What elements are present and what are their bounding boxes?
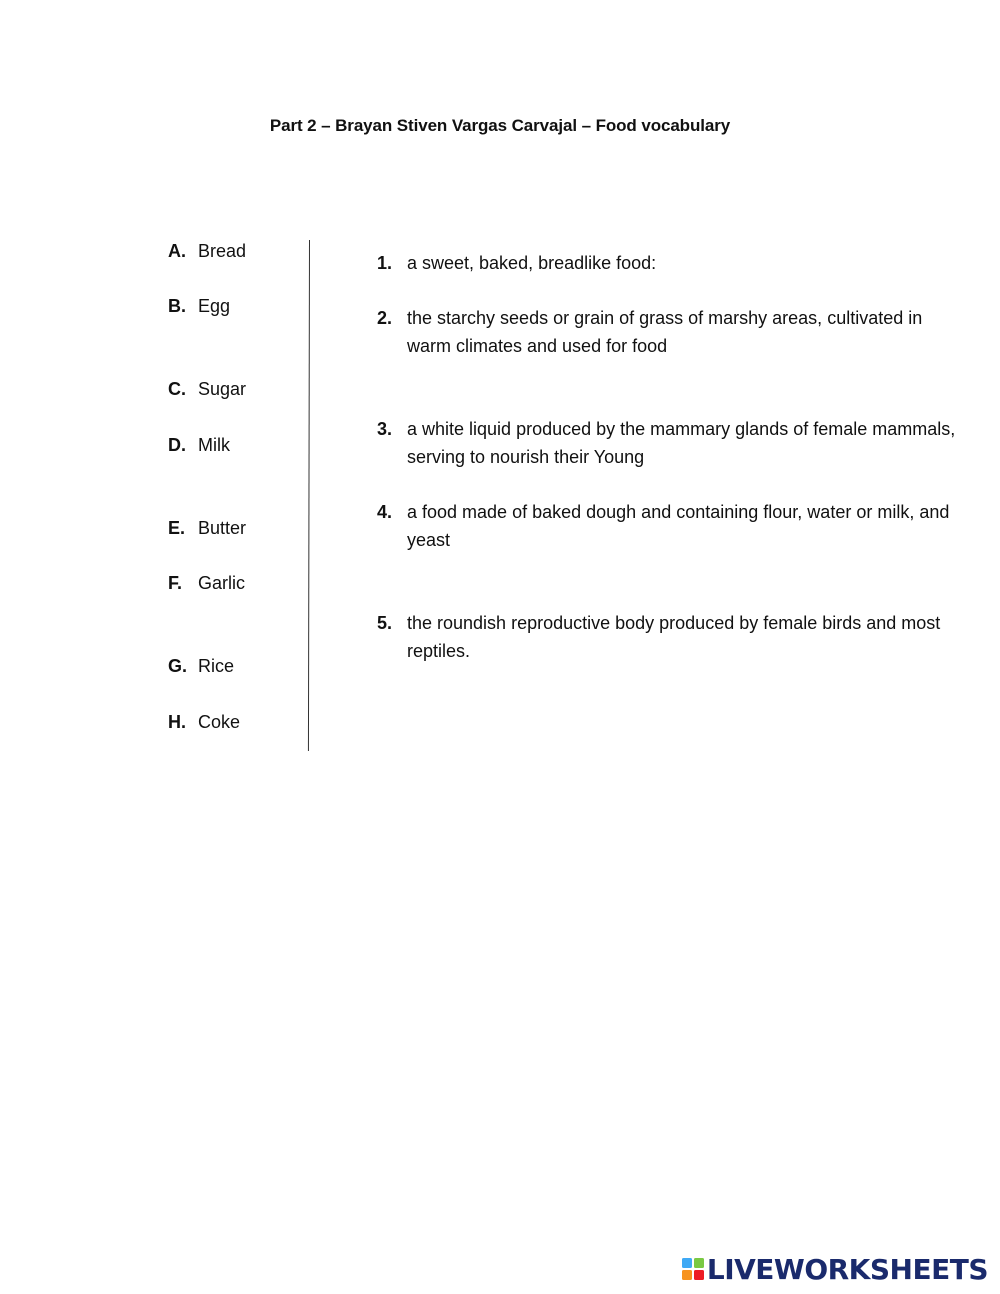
- definition-number: 2.: [377, 308, 393, 328]
- option-letter: C.: [168, 379, 186, 399]
- definition-text: a food made of baked dough and containing flour, water or milk, and yeast: [407, 502, 950, 550]
- logo-tile-l: [682, 1258, 692, 1268]
- definition-number: 5.: [377, 613, 393, 633]
- option-h: [168, 710, 240, 734]
- option-letter: H.: [168, 712, 186, 732]
- liveworksheets-brand: [682, 1254, 988, 1284]
- logo-tile-v: [682, 1270, 692, 1280]
- definition-4: [377, 498, 957, 554]
- option-word: Coke: [198, 712, 241, 732]
- option-word: Sugar: [198, 379, 247, 399]
- definition-1: [377, 249, 957, 277]
- definition-number: 1.: [377, 253, 393, 273]
- definition-text: the roundish reproductive body produced by female birds and most reptiles.: [407, 613, 941, 661]
- logo-tile-i: [694, 1258, 704, 1268]
- page-title: Part 2 – Brayan Stiven Vargas Carvajal – Food vocabulary: [269, 116, 731, 135]
- option-word: Bread: [198, 241, 247, 261]
- definition-number: 4.: [377, 502, 393, 522]
- liveworksheets-logo-icon: [682, 1258, 704, 1280]
- option-letter: A.: [168, 241, 186, 261]
- option-word: Milk: [198, 435, 230, 455]
- definition-text: a sweet, baked, breadlike food:: [407, 253, 657, 273]
- option-word: Egg: [198, 296, 231, 316]
- definition-2: [377, 304, 957, 360]
- definition-number: 3.: [377, 419, 393, 439]
- option-g: [168, 654, 234, 678]
- option-letter: G.: [168, 656, 188, 676]
- option-b: [168, 294, 230, 318]
- option-e: [168, 516, 246, 540]
- definition-5: [377, 609, 957, 665]
- option-a: [168, 239, 246, 263]
- definition-text: the starchy seeds or grain of grass of marshy areas, cultivated in warm climates and used for food: [407, 308, 923, 356]
- option-d: [168, 433, 230, 457]
- option-letter: B.: [168, 296, 186, 316]
- option-f: [168, 571, 245, 595]
- option-word: Butter: [198, 518, 247, 538]
- option-c: [168, 377, 246, 401]
- option-word: Rice: [198, 656, 235, 676]
- definition-text: a white liquid produced by the mammary glands of female mammals, serving to nourish their Young: [407, 419, 956, 467]
- option-letter: D.: [168, 435, 186, 455]
- definition-3: [377, 415, 957, 471]
- brand-name: LIVEWORKSHEETS: [706, 1252, 988, 1286]
- option-word: Garlic: [198, 573, 246, 593]
- option-letter: E.: [168, 518, 186, 538]
- column-divider: [308, 240, 310, 751]
- logo-tile-e: [694, 1270, 704, 1280]
- option-letter: F.: [168, 573, 183, 593]
